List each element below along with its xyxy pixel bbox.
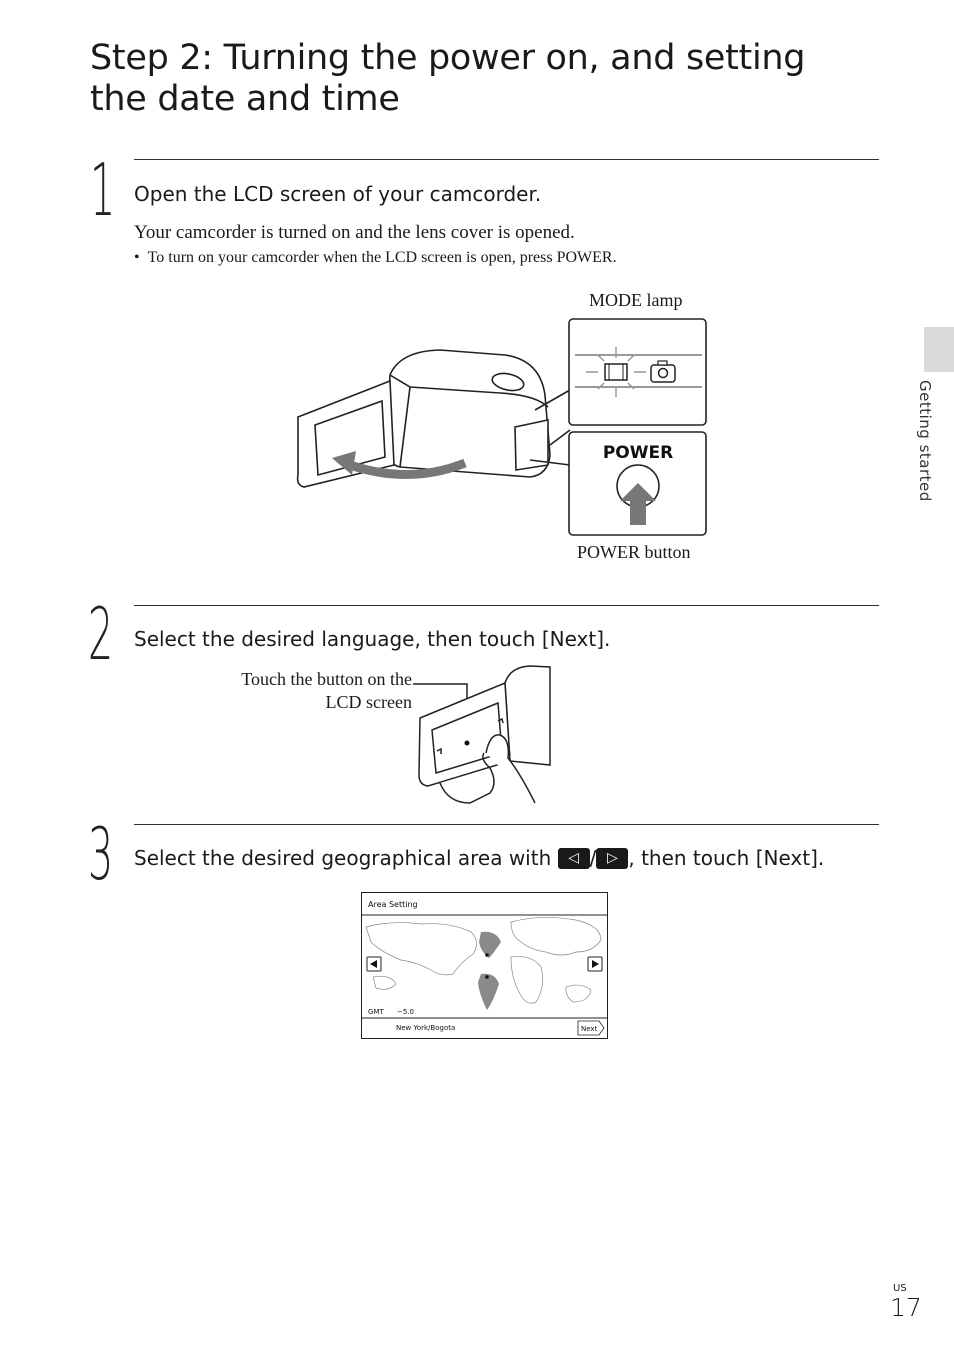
page-title: Step 2: Turning the power on, and setting the date and time (90, 38, 806, 119)
step-2-divider (134, 605, 879, 606)
previous-area-icon: ◁ (558, 848, 590, 869)
step-3-divider (134, 824, 879, 825)
area-setting-title: Area Setting (368, 900, 418, 909)
bullet-dot: • (134, 249, 148, 266)
touch-callout-line-1: Touch the button on the (241, 669, 412, 689)
map-right-arrow-icon[interactable] (588, 957, 602, 971)
touch-callout (200, 668, 412, 714)
step-3-heading (134, 846, 824, 870)
gmt-offset: −5.0 (397, 1008, 414, 1016)
step-1-bullet (134, 249, 617, 267)
map-left-arrow-icon[interactable] (367, 957, 381, 971)
next-button[interactable] (578, 1021, 604, 1035)
step-3-heading-start: Select the desired geographical area with (134, 846, 552, 870)
mode-lamp-label: MODE lamp (589, 290, 683, 310)
step-2-number: 2 (88, 592, 114, 676)
step-1-heading: Open the LCD screen of your camcorder. (134, 182, 542, 206)
section-tab-label: Getting started (916, 380, 934, 502)
step-3-heading-end: , then touch [Next]. (628, 846, 825, 870)
selected-city: New York/Bogota (396, 1024, 456, 1032)
section-tab-marker (924, 327, 954, 372)
step-1-divider (134, 159, 879, 160)
lcd-touch-illustration (410, 663, 555, 808)
gmt-label: GMT (368, 1008, 384, 1016)
power-key-label: POWER (602, 443, 674, 463)
city-marker (485, 953, 489, 957)
power-button-label: POWER button (577, 542, 691, 562)
step-1-number: 1 (90, 148, 116, 232)
icon-separator: / (589, 846, 597, 870)
camcorder-illustration (290, 315, 720, 540)
page-number: 17 (890, 1293, 922, 1322)
step-1-text: Your camcorder is turned on and the lens cover is opened. (134, 222, 575, 243)
step-1-bullet-text: To turn on your camcorder when the LCD screen is open, press POWER. (147, 249, 617, 266)
next-area-icon: ▷ (596, 848, 628, 869)
step-2-heading: Select the desired language, then touch [Next]. (134, 627, 611, 651)
touch-callout-line-2: LCD screen (325, 692, 412, 712)
next-button-label: Next (581, 1025, 598, 1033)
page-region: US (893, 1283, 907, 1294)
city-marker-south (485, 975, 489, 979)
step-3-number: 3 (88, 812, 114, 896)
area-setting-screen (361, 892, 609, 1040)
